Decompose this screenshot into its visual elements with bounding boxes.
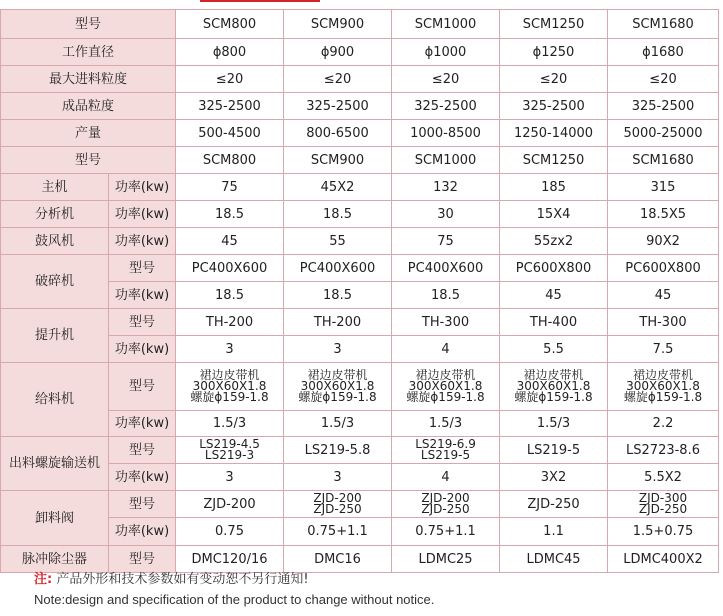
value-cell: 45X2	[284, 174, 392, 201]
value-cell	[284, 363, 392, 411]
sub-label: 功率(kw)	[109, 411, 176, 437]
value-cell-line: 300X60X1.8	[516, 379, 591, 393]
value-cell-line: 螺旋ϕ159-1.8	[190, 390, 269, 404]
group-label: 分析机	[1, 201, 109, 228]
value-cell: 5.5X2	[608, 464, 719, 491]
notice-prefix: 注:	[34, 572, 53, 587]
value-cell: SCM900	[284, 147, 392, 174]
value-cell	[500, 363, 608, 411]
table-row	[1, 10, 719, 39]
sub-label: 功率(kw)	[109, 282, 176, 309]
sub-label: 型号	[109, 437, 176, 464]
value-cell: 500-4500	[176, 120, 284, 147]
value-cell: 18.5	[176, 282, 284, 309]
group-label: 脉冲除尘器	[1, 546, 109, 573]
value-cell	[608, 491, 719, 518]
table-row	[1, 228, 719, 255]
value-cell: 18.5	[392, 282, 500, 309]
table-row	[1, 411, 719, 437]
value-cell: TH-300	[608, 309, 719, 336]
sub-label: 型号	[109, 546, 176, 573]
value-cell: 55	[284, 228, 392, 255]
value-cell: TH-200	[176, 309, 284, 336]
value-cell: SCM1680	[608, 10, 719, 39]
row-label: 最大进料粒度	[1, 66, 176, 93]
value-cell-line: ZJD-300	[638, 491, 688, 505]
value-cell-line: LS219-4.5	[199, 437, 260, 451]
value-cell: 325-2500	[392, 93, 500, 120]
value-cell: 75	[392, 228, 500, 255]
value-cell-line: ZJD-200	[313, 491, 362, 505]
value-cell: 18.5	[284, 201, 392, 228]
value-cell: LDMC25	[392, 546, 500, 573]
group-label: 鼓风机	[1, 228, 109, 255]
value-cell: 4	[392, 464, 500, 491]
value-cell: 1250-14000	[500, 120, 608, 147]
value-cell: ZJD-200	[176, 491, 284, 518]
sub-label: 功率(kw)	[109, 228, 176, 255]
value-cell	[392, 363, 500, 411]
value-cell: 30	[392, 201, 500, 228]
value-cell: 185	[500, 174, 608, 201]
group-label: 卸料阀	[1, 491, 109, 546]
value-cell: 18.5	[284, 282, 392, 309]
value-cell: 3	[176, 464, 284, 491]
value-cell	[392, 491, 500, 518]
value-cell: PC400X600	[392, 255, 500, 282]
sub-label: 型号	[109, 491, 176, 518]
specification-table	[0, 9, 719, 573]
value-cell: DMC16	[284, 546, 392, 573]
table-row	[1, 174, 719, 201]
row-label: 型号	[1, 10, 176, 39]
value-cell: 0.75+1.1	[284, 518, 392, 546]
value-cell: 315	[608, 174, 719, 201]
table-row	[1, 201, 719, 228]
value-cell	[176, 363, 284, 411]
value-cell: SCM1680	[608, 147, 719, 174]
value-cell: ϕ1250	[500, 39, 608, 66]
value-cell: 55zx2	[500, 228, 608, 255]
value-cell: LS219-5	[500, 437, 608, 464]
value-cell: SCM800	[176, 10, 284, 39]
value-cell: 45	[176, 228, 284, 255]
value-cell-line: ZJD-250	[638, 502, 688, 516]
value-cell: ≤20	[392, 66, 500, 93]
table-row	[1, 491, 719, 518]
value-cell: 3X2	[500, 464, 608, 491]
value-cell-line: LS219-6.9	[415, 437, 476, 451]
value-cell-line: 300X60X1.8	[300, 379, 375, 393]
value-cell: 15X4	[500, 201, 608, 228]
value-cell	[284, 491, 392, 518]
value-cell: LDMC400X2	[608, 546, 719, 573]
group-label: 出料螺旋输送机	[1, 437, 109, 491]
value-cell-line: 裙边皮带机	[307, 368, 368, 382]
value-cell: 1.5/3	[500, 411, 608, 437]
value-cell: 1.5+0.75	[608, 518, 719, 546]
value-cell: 5.5	[500, 336, 608, 363]
sub-label: 型号	[109, 255, 176, 282]
value-cell: LS2723-8.6	[608, 437, 719, 464]
value-cell: 1.1	[500, 518, 608, 546]
row-label: 成品粒度	[1, 93, 176, 120]
value-cell: PC400X600	[284, 255, 392, 282]
table-row	[1, 437, 719, 464]
group-label: 破碎机	[1, 255, 109, 309]
value-cell-line: 裙边皮带机	[415, 368, 476, 382]
top-accent-line	[200, 0, 320, 2]
sub-label: 型号	[109, 363, 176, 411]
value-cell: 18.5X5	[608, 201, 719, 228]
table-row	[1, 309, 719, 336]
value-cell: SCM1250	[500, 10, 608, 39]
value-cell: LDMC45	[500, 546, 608, 573]
table-row	[1, 66, 719, 93]
value-cell: SCM1000	[392, 147, 500, 174]
value-cell-line: LS219-3	[204, 448, 255, 462]
value-cell: TH-200	[284, 309, 392, 336]
value-cell: ≤20	[608, 66, 719, 93]
sub-label: 功率(kw)	[109, 201, 176, 228]
value-cell: SCM1250	[500, 147, 608, 174]
value-cell: SCM1000	[392, 10, 500, 39]
value-cell: 3	[284, 336, 392, 363]
value-cell: 4	[392, 336, 500, 363]
table-row	[1, 39, 719, 66]
sub-label: 功率(kw)	[109, 174, 176, 201]
table-row	[1, 336, 719, 363]
value-cell: 45	[500, 282, 608, 309]
notice-cn-text: 产品外形和技术参数如有变动恕不另行通知!	[56, 572, 309, 587]
value-cell-line: 螺旋ϕ159-1.8	[623, 390, 703, 404]
row-label: 工作直径	[1, 39, 176, 66]
table-row	[1, 120, 719, 147]
value-cell	[608, 363, 719, 411]
value-cell: ≤20	[176, 66, 284, 93]
value-cell-line: 300X60X1.8	[408, 379, 483, 393]
table-row	[1, 147, 719, 174]
row-label: 型号	[1, 147, 176, 174]
value-cell-line: ZJD-250	[313, 502, 362, 516]
value-cell: 132	[392, 174, 500, 201]
sub-label: 功率(kw)	[109, 336, 176, 363]
row-label: 产量	[1, 120, 176, 147]
value-cell: ϕ1000	[392, 39, 500, 66]
table-row	[1, 282, 719, 309]
value-cell: LS219-5.8	[284, 437, 392, 464]
value-cell: 325-2500	[500, 93, 608, 120]
table-row	[1, 255, 719, 282]
value-cell: 1.5/3	[176, 411, 284, 437]
value-cell: 2.2	[608, 411, 719, 437]
value-cell: 0.75	[176, 518, 284, 546]
value-cell: 1000-8500	[392, 120, 500, 147]
value-cell: ϕ1680	[608, 39, 719, 66]
value-cell: 18.5	[176, 201, 284, 228]
table-row	[1, 518, 719, 546]
table-row	[1, 363, 719, 411]
value-cell-line: 300X60X1.8	[192, 379, 267, 393]
value-cell: ≤20	[500, 66, 608, 93]
value-cell: 325-2500	[284, 93, 392, 120]
value-cell: SCM900	[284, 10, 392, 39]
value-cell: ZJD-250	[500, 491, 608, 518]
value-cell: PC400X600	[176, 255, 284, 282]
value-cell: TH-400	[500, 309, 608, 336]
value-cell: ≤20	[284, 66, 392, 93]
value-cell: 5000-25000	[608, 120, 719, 147]
value-cell-line: 裙边皮带机	[523, 368, 584, 382]
group-label: 提升机	[1, 309, 109, 363]
value-cell-line: 裙边皮带机	[633, 368, 694, 382]
value-cell: 1.5/3	[392, 411, 500, 437]
sub-label: 型号	[109, 309, 176, 336]
notice-en: Note:design and specification of the product to change without notice.	[34, 592, 435, 607]
value-cell: 3	[284, 464, 392, 491]
value-cell: SCM800	[176, 147, 284, 174]
value-cell: 325-2500	[608, 93, 719, 120]
sub-label: 功率(kw)	[109, 464, 176, 491]
value-cell: 1.5/3	[284, 411, 392, 437]
value-cell: 800-6500	[284, 120, 392, 147]
value-cell	[176, 437, 284, 464]
value-cell: 90X2	[608, 228, 719, 255]
value-cell-line: 螺旋ϕ159-1.8	[514, 390, 593, 404]
notice-cn	[34, 568, 309, 587]
value-cell	[392, 437, 500, 464]
value-cell: ϕ800	[176, 39, 284, 66]
value-cell: 3	[176, 336, 284, 363]
value-cell-line: ZJD-250	[421, 502, 470, 516]
table-row	[1, 464, 719, 491]
value-cell: 7.5	[608, 336, 719, 363]
value-cell: PC600X800	[500, 255, 608, 282]
value-cell-line: 螺旋ϕ159-1.8	[298, 390, 377, 404]
value-cell-line: LS219-5	[420, 448, 471, 462]
sub-label: 功率(kw)	[109, 518, 176, 546]
value-cell: 75	[176, 174, 284, 201]
value-cell-line: 螺旋ϕ159-1.8	[406, 390, 485, 404]
value-cell: TH-300	[392, 309, 500, 336]
value-cell-line: 裙边皮带机	[199, 368, 260, 382]
group-label: 给料机	[1, 363, 109, 437]
table-row	[1, 93, 719, 120]
value-cell-line: 300X60X1.8	[626, 379, 700, 393]
group-label: 主机	[1, 174, 109, 201]
value-cell: ϕ900	[284, 39, 392, 66]
value-cell-line: ZJD-200	[421, 491, 470, 505]
value-cell: 0.75+1.1	[392, 518, 500, 546]
value-cell: 325-2500	[176, 93, 284, 120]
value-cell: 45	[608, 282, 719, 309]
value-cell: PC600X800	[608, 255, 719, 282]
value-cell: DMC120/16	[176, 546, 284, 573]
